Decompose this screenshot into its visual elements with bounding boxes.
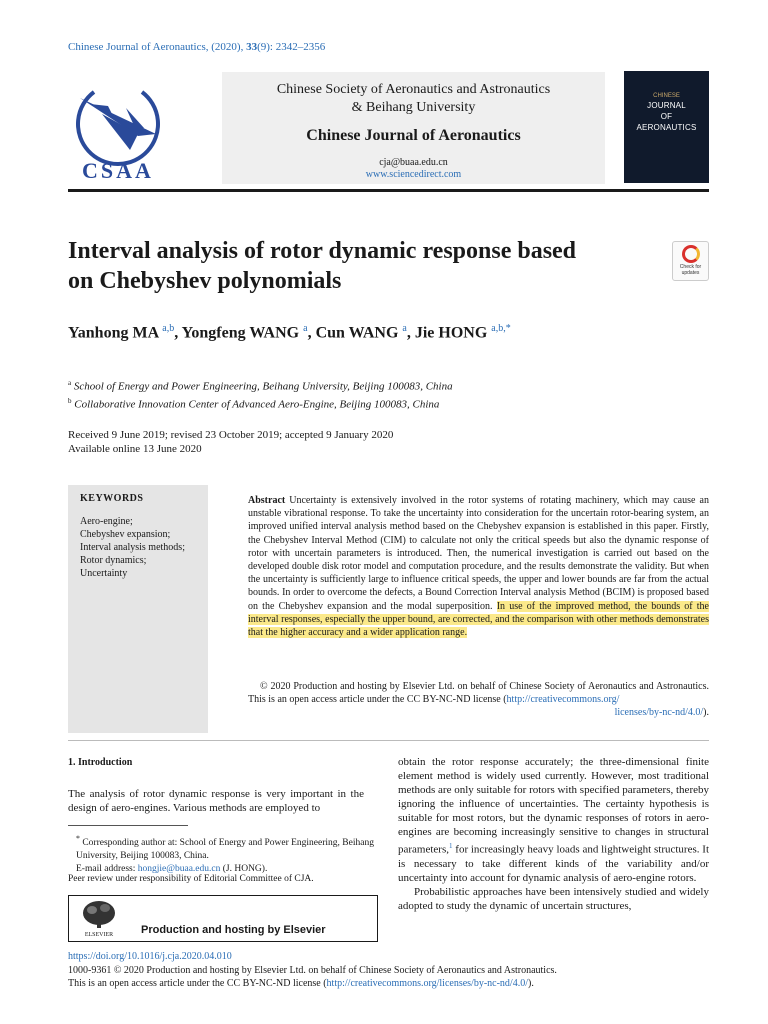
check-for-updates-button[interactable] [672, 241, 709, 281]
journal-header [222, 72, 605, 184]
license-link-part-2[interactable]: licenses/by-nc-nd/4.0/ [614, 707, 704, 719]
footnote-text: Corresponding author at: School of Energy and Power Engineering, Beihang University, Beijing 100083, China. [76, 838, 374, 862]
intro-right-paragraph-1a: obtain the rotor response accurately; the three-dimensional finite element method is widely used currently. However, most traditional methods are only suitable for rotors with specified parameters, thereby ignoring the influence of uncertainties. The certainty hypothesis is suitable for most rotors, but the dynamic responses of rotors in aero-engines are becoming increasingly sensitive to changes in structural parameters, [398, 756, 709, 856]
journal-name: Chinese Journal of Aeronautics [306, 127, 521, 144]
abstract [248, 494, 709, 639]
author-name: Yongfeng WANG [181, 324, 304, 342]
citation-volume: 33 [246, 41, 258, 53]
author-affiliation-link[interactable]: a,b,* [491, 323, 511, 334]
journal-cover-image [624, 71, 709, 183]
author-separator: , [174, 324, 182, 342]
introduction-left-text: The analysis of rotor dynamic response is very important in the design of aero-engines. Various methods are employed to [68, 788, 364, 814]
keywords-list [80, 515, 196, 580]
keywords-box [68, 485, 208, 733]
intro-right-paragraph-2: Probabilistic approaches have been intensively studied and widely adopted to study the dynamic of uncertain structures, [398, 885, 709, 912]
author-affiliation-link[interactable]: a [303, 323, 308, 334]
article-dates [68, 428, 393, 456]
affiliation-mark: a [68, 379, 72, 387]
received-dates: Received 9 June 2019; revised 23 October 2019; accepted 9 January 2020 [68, 429, 394, 441]
abstract-label: Abstract [248, 495, 286, 506]
email-label: E-mail address: [76, 864, 138, 875]
author-list [68, 323, 511, 342]
affiliation-item [68, 376, 453, 394]
license-link-part-1[interactable]: http://creativecommons.org/ [506, 694, 620, 706]
header-divider [68, 189, 709, 192]
affiliation-mark: b [68, 396, 72, 405]
elsevier-logo-text: ELSEVIER [84, 932, 114, 938]
keyword-item: Chebyshev expansion; [80, 529, 171, 540]
citation-journal: Chinese Journal of Aeronautics, (2020), [68, 41, 247, 53]
affiliation-text: Collaborative Innovation Center of Advanced Aero-Engine, Beijing 100083, China [71, 398, 440, 411]
copyright-text: © 2020 Production and hosting by Elsevier Ltd. on behalf of Chinese Society of Aeronautics and Astronautics. This is an open access article under the CC BY-NC-ND license ( [248, 681, 709, 706]
author-affiliation-link[interactable]: a,b [162, 323, 175, 334]
publisher-line-2: & Beihang University [351, 100, 476, 115]
cover-line-3: AERONAUTICS [636, 123, 697, 132]
corresponding-author-footnote [68, 832, 378, 876]
cover-top-text: CHINESE [653, 93, 680, 99]
author-name: Yanhong MA [68, 324, 163, 342]
author-affiliation-link[interactable]: a [402, 323, 407, 334]
keyword-item: Rotor dynamics; [80, 555, 147, 566]
reference-link[interactable]: 1 [449, 842, 453, 850]
license-prefix: This is an open access article under the CC BY-NC-ND license ( [68, 978, 327, 989]
abstract-copyright [248, 680, 709, 720]
check-updates-icon [682, 245, 700, 263]
email-suffix: (J. HONG). [220, 864, 268, 875]
keyword-item: Aero-engine; [80, 516, 133, 527]
peer-review-note: Peer review under responsibility of Editorial Committee of CJA. [68, 874, 314, 884]
journal-website-link[interactable]: www.sciencedirect.com [365, 169, 462, 180]
cover-line-1: JOURNAL [647, 101, 686, 110]
publisher-line-1: Chinese Society of Aeronautics and Astronautics [276, 82, 551, 97]
citation-issue-pages: (9): 2342–2356 [257, 41, 326, 53]
license-suffix: ). [527, 978, 534, 989]
journal-email: cja@buaa.edu.cn [379, 157, 448, 168]
csaa-logo-text: CSAA [82, 158, 154, 182]
available-online-date: Available online 13 June 2020 [68, 443, 202, 455]
issn-line: 1000-9361 © 2020 Production and hosting by Elsevier Ltd. on behalf of Chinese Society of Aeronautics and Astronautics. [68, 965, 557, 976]
footnote-mark: * [76, 834, 80, 843]
keywords-heading: KEYWORDS [80, 493, 144, 504]
author-name: Cun WANG [315, 324, 403, 342]
check-updates-label-1: Check for [679, 264, 702, 270]
title-line-1: Interval analysis of rotor dynamic response based [68, 238, 577, 264]
license-link[interactable]: http://creativecommons.org/licenses/by-nc-nd/4.0/ [326, 978, 528, 989]
abstract-text: Uncertainty is extensively involved in the rotor systems of rotating machinery, which may cause an unstable vibrational response. To take the uncertainty into consideration for the uncertain rotor-bearing system, an improved unified interval analysis method based on the Chebyshev expansion is established in this paper. Firstly, the Chebyshev Interval Method (CIM) to calculate not only the critical speeds but also the dynamic response of rotor with uncertain parameters is introduced. Then, the numerical investigation is carried out based on the developed double disk rotor model and computation procedure, and the results demonstrate the validity. But when the uncertainty is sufficiently large to influence critical speeds, the upper and lower bounds are far from the actual bounds. In order to overcome the defects, a Bound Correction Interval analysis Method (BCIM) is proposed based on the Chebyshev expansion and the modal superposition. [248, 495, 709, 612]
title-line-2: on Chebyshev polynomials [68, 268, 342, 294]
keyword-item: Interval analysis methods; [80, 542, 185, 553]
affiliation-item [68, 394, 453, 412]
keyword-item: Uncertainty [80, 568, 128, 579]
section-divider [68, 740, 709, 741]
author-email-link[interactable]: hongjie@buaa.edu.cn [137, 864, 221, 875]
author-separator: , [307, 324, 316, 342]
csaa-logo [68, 70, 168, 182]
author-name: Jie HONG [414, 324, 492, 342]
affiliation-text: School of Energy and Power Engineering, Beihang University, Beijing 100083, China [71, 380, 453, 393]
article-title [68, 236, 628, 296]
copyright-end: ). [703, 707, 709, 719]
footnote-rule [68, 825, 188, 826]
author-separator: , [406, 324, 415, 342]
check-updates-label-2: updates [681, 270, 700, 276]
issn-copyright [68, 964, 708, 990]
affiliations [68, 376, 453, 411]
introduction-right-text [398, 755, 709, 913]
doi-link[interactable]: https://doi.org/10.1016/j.cja.2020.04.010 [68, 951, 232, 962]
introduction-heading: 1. Introduction [68, 757, 133, 768]
cover-line-2: OF [660, 112, 673, 121]
production-hosting-label: Production and hosting by Elsevier [141, 924, 326, 936]
intro-right-paragraph-1b: for increasingly heavy loads and lightweight structures. It is necessary to take different kinds of the variability and/or uncertainty into account for dynamic analysis of aero-engine rotors. [398, 843, 709, 884]
abstract-highlighted-text: In use of the improved method, the bounds of the interval responses, especially the upper bound, are corrected, and the comparison with other methods demonstrates that the higher accuracy and a wider application range. [248, 600, 709, 639]
citation-line[interactable] [68, 41, 325, 53]
elsevier-tree-logo [78, 898, 120, 938]
